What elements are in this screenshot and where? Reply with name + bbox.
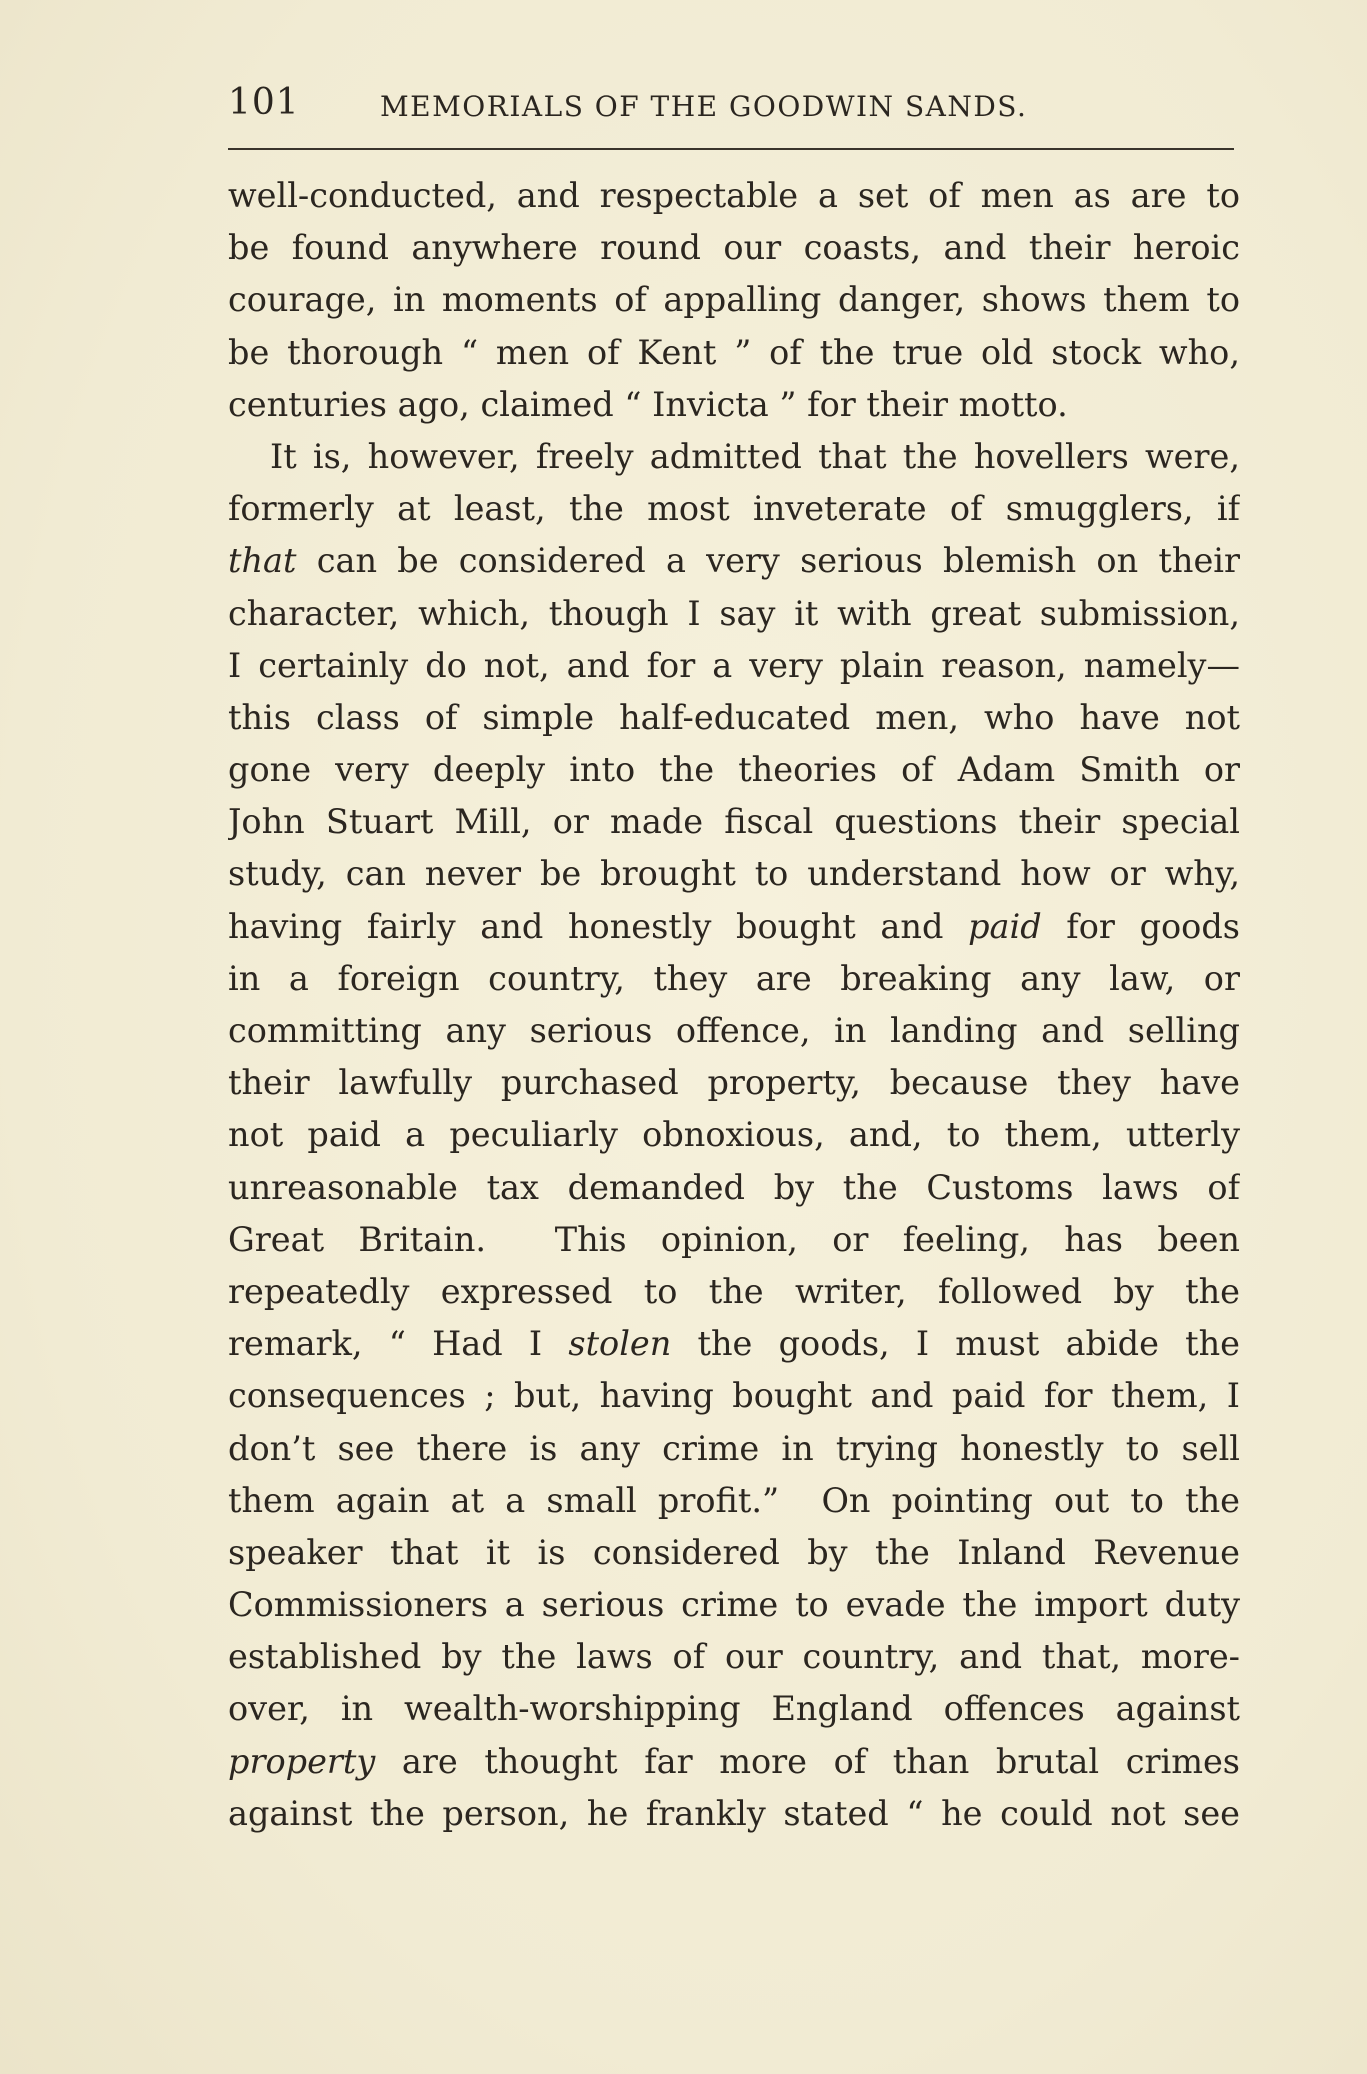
text-line <box>228 1423 1240 1475</box>
text-line <box>228 1057 1240 1109</box>
text-line <box>228 796 1240 848</box>
text-segment: their lawfully purchased property, because they have <box>228 1063 1240 1103</box>
header-rule <box>228 148 1234 150</box>
text-segment: Commissioners a serious crime to evade the import duty <box>228 1585 1240 1625</box>
text-segment: repeatedly expressed to the writer, followed by the <box>228 1271 1240 1311</box>
text-segment: character, which, though I say it with great submission, <box>228 593 1240 633</box>
text-line <box>228 1683 1240 1735</box>
text-segment: courage, in moments of appalling danger, shows them to <box>228 280 1240 320</box>
text-line <box>228 1370 1240 1422</box>
text-line <box>228 1788 1240 1840</box>
text-segment: study, can never be brought to understand how or why, <box>228 854 1240 894</box>
italic-text: paid <box>968 906 1042 946</box>
text-segment: formerly at least, the most inveterate of smugglers, if <box>228 489 1240 529</box>
text-segment: gone very deeply into the theories of Adam Smith or <box>228 750 1240 790</box>
text-segment: against the person, he frankly stated “ he could not see <box>228 1793 1240 1833</box>
text-line <box>228 1109 1240 1161</box>
text-segment: speaker that it is considered by the Inland Revenue <box>228 1532 1240 1572</box>
text-segment: remark, “ Had I <box>228 1324 569 1364</box>
text-segment: be thorough “ men of Kent ” of the true old stock who, <box>228 332 1240 372</box>
text-segment: consequences ; but, having bought and paid for them, I <box>228 1376 1240 1416</box>
text-line <box>228 692 1240 744</box>
text-segment: established by the laws of our country, and that, more- <box>228 1637 1240 1677</box>
text-line <box>228 535 1240 587</box>
text-segment: I certainly do not, and for a very plain reason, namely— <box>228 645 1240 685</box>
text-line <box>228 1005 1240 1057</box>
text-segment: committing any serious offence, in landing and selling <box>228 1011 1240 1050</box>
body-text <box>228 170 1240 1840</box>
text-segment: well-conducted, and respectable a set of men as are to <box>228 176 1240 215</box>
text-segment: not paid a peculiarly obnoxious, and, to them, utterly <box>228 1115 1240 1155</box>
text-segment: John Stuart Mill, or made fiscal questions their special <box>228 802 1240 842</box>
text-segment: in a foreign country, they are breaking any law, or <box>228 958 1240 998</box>
text-line <box>228 1214 1240 1266</box>
text-segment: over, in wealth-worshipping England offences against <box>228 1689 1240 1729</box>
text-segment: It is, however, freely admitted that the hovellers were, <box>270 436 1240 476</box>
text-segment: having fairly and honestly bought and <box>228 906 969 946</box>
text-segment: are thought far more of than brutal crimes <box>375 1741 1240 1781</box>
text-line <box>228 222 1240 274</box>
text-segment: the goods, I must abide the <box>671 1324 1240 1364</box>
text-line <box>228 431 1240 483</box>
text-line <box>228 1318 1240 1370</box>
italic-text: that <box>228 541 297 581</box>
text-line <box>228 327 1240 379</box>
text-line <box>228 953 1240 1005</box>
page-header <box>228 82 1234 132</box>
text-line <box>228 274 1240 326</box>
text-line <box>228 1527 1240 1579</box>
text-line <box>228 1266 1240 1318</box>
text-line <box>228 640 1240 692</box>
text-segment: centuries ago, claimed “ Invicta ” for their motto. <box>228 384 1068 424</box>
italic-text: property <box>228 1741 376 1781</box>
text-segment: this class of simple half-educated men, who have not <box>228 697 1240 737</box>
text-segment: them again at a small profit.” On pointing out to the <box>228 1480 1240 1520</box>
text-line <box>228 744 1240 796</box>
text-segment: Great Britain. This opinion, or feeling, has been <box>228 1219 1240 1259</box>
page-number: 101 <box>228 82 300 123</box>
italic-text: stolen <box>568 1324 672 1364</box>
text-line <box>228 483 1240 535</box>
running-title: MEMORIALS OF THE GOODWIN SANDS. <box>380 90 1028 123</box>
text-segment: for goods <box>1041 906 1240 946</box>
text-line <box>228 170 1240 222</box>
text-line <box>228 379 1240 431</box>
text-line <box>228 1162 1240 1214</box>
text-line <box>228 1736 1240 1788</box>
text-segment: unreasonable tax demanded by the Customs laws of <box>228 1167 1240 1207</box>
text-line <box>228 901 1240 953</box>
text-line <box>228 1579 1240 1631</box>
text-line <box>228 848 1240 900</box>
text-line <box>228 1631 1240 1683</box>
text-line <box>228 1475 1240 1527</box>
text-segment: can be considered a very serious blemish on their <box>296 541 1240 581</box>
text-line <box>228 588 1240 640</box>
text-segment: don’t see there is any crime in trying honestly to sell <box>228 1428 1240 1468</box>
text-segment: be found anywhere round our coasts, and their heroic <box>228 228 1240 268</box>
